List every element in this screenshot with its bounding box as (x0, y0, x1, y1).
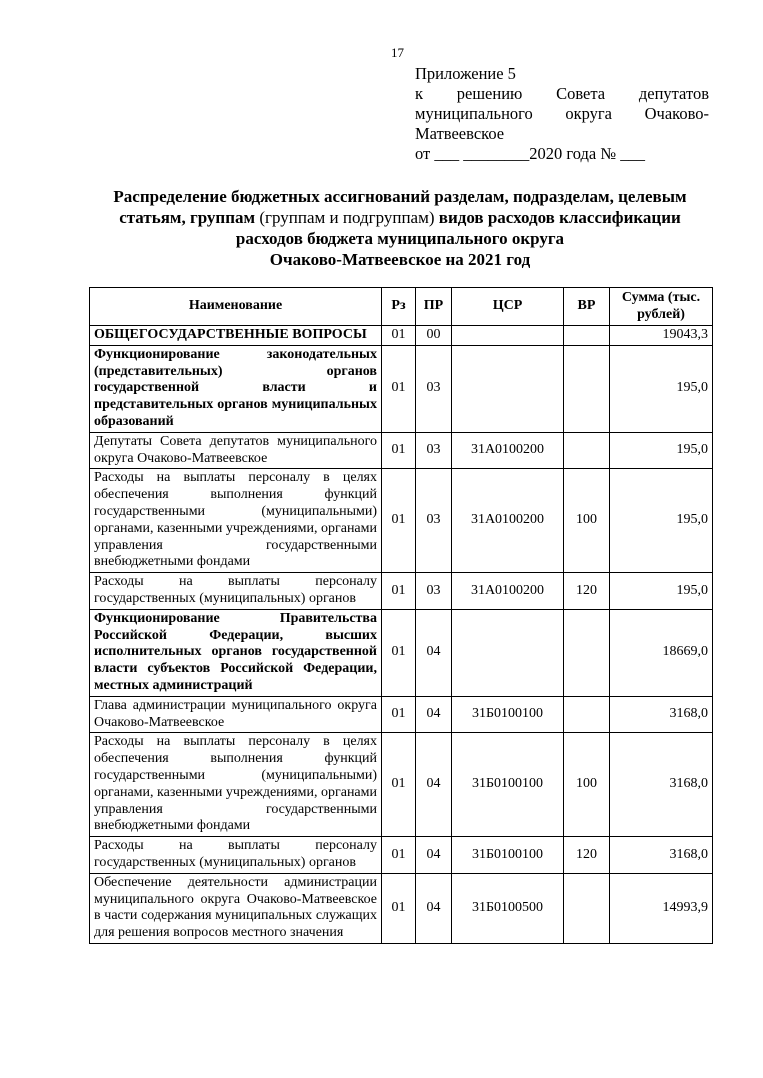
row-rz: 01 (382, 573, 416, 610)
row-vr (564, 432, 610, 469)
row-name: Расходы на выплаты персоналу в целях обеспечения выполнения функций государственными (муниципальными) органами, казенными учреждениями, органами управления государственными внебюджетными фондами (90, 469, 382, 573)
title-part-3: видов расходов классификации расходов бюджета муниципального округа (235, 208, 681, 248)
row-name: Депутаты Совета депутатов муниципального округа Очаково-Матвеевское (90, 432, 382, 469)
row-sum: 14993,9 (610, 873, 713, 943)
title-part-2: (группам и подгруппам) (259, 208, 435, 227)
row-sum: 3168,0 (610, 696, 713, 733)
budget-table (89, 287, 713, 944)
header-name: Наименование (90, 288, 382, 326)
row-rz: 01 (382, 873, 416, 943)
row-sum: 195,0 (610, 573, 713, 610)
row-pr: 03 (416, 573, 452, 610)
row-pr: 04 (416, 733, 452, 837)
row-pr: 03 (416, 469, 452, 573)
row-rz: 01 (382, 432, 416, 469)
row-csr: 31А0100200 (452, 469, 564, 573)
row-vr (564, 696, 610, 733)
row-rz: 01 (382, 345, 416, 432)
row-vr: 100 (564, 469, 610, 573)
row-rz: 01 (382, 733, 416, 837)
appendix-line-2: к решению Совета депутатов (415, 84, 709, 103)
table-row (90, 609, 713, 696)
row-name: Глава администрации муниципального округа Очаково-Матвеевское (90, 696, 382, 733)
appendix-line-4: Матвеевское (415, 124, 505, 143)
row-rz: 01 (382, 326, 416, 346)
row-pr: 04 (416, 609, 452, 696)
row-name: Расходы на выплаты персоналу в целях обеспечения выполнения функций государственными (муниципальными) органами, казенными учреждениями, органами управления государственными внебюджетными фондами (90, 733, 382, 837)
row-sum: 195,0 (610, 345, 713, 432)
row-pr: 03 (416, 432, 452, 469)
header-sum: Сумма (тыс. рублей) (610, 288, 713, 326)
row-name: Функционирование Правительства Российской Федерации, высших исполнительных органов государственной власти субъектов Российской Федерации, местных администраций (90, 609, 382, 696)
row-sum: 195,0 (610, 432, 713, 469)
appendix-line-1: Приложение 5 (415, 64, 516, 83)
title-part-4: Очаково-Матвеевское на 2021 год (269, 250, 531, 269)
table-row (90, 432, 713, 469)
table-header-row (90, 288, 713, 326)
row-vr: 120 (564, 573, 610, 610)
header-pr: ПР (416, 288, 452, 326)
row-sum: 19043,3 (610, 326, 713, 346)
row-pr: 04 (416, 873, 452, 943)
document-title (88, 186, 712, 270)
row-name: Функционирование законодательных (представительных) органов государственной власти и представительных органов муниципальных образований (90, 345, 382, 432)
row-csr (452, 345, 564, 432)
appendix-block (415, 64, 709, 164)
header-rz: Рз (382, 288, 416, 326)
row-pr: 04 (416, 837, 452, 874)
row-name: ОБЩЕГОСУДАРСТВЕННЫЕ ВОПРОСЫ (90, 326, 382, 346)
row-rz: 01 (382, 696, 416, 733)
table-row (90, 837, 713, 874)
row-csr: 31Б0100500 (452, 873, 564, 943)
header-vr: ВР (564, 288, 610, 326)
table-row (90, 326, 713, 346)
page-number: 17 (391, 45, 404, 60)
row-sum: 3168,0 (610, 733, 713, 837)
table-row (90, 873, 713, 943)
row-pr: 03 (416, 345, 452, 432)
row-sum: 3168,0 (610, 837, 713, 874)
table-row (90, 345, 713, 432)
row-vr (564, 609, 610, 696)
row-csr: 31А0100200 (452, 432, 564, 469)
title-part-1: Распределение бюджетных ассигнований разделам, подразделам, целевым статьям, группам (113, 187, 687, 227)
row-pr: 04 (416, 696, 452, 733)
appendix-line-3: муниципального округа Очаково- (415, 104, 709, 123)
row-rz: 01 (382, 837, 416, 874)
row-pr: 00 (416, 326, 452, 346)
row-csr: 31А0100200 (452, 573, 564, 610)
appendix-line-5: от ___ ________2020 года № ___ (415, 144, 645, 163)
table-row (90, 733, 713, 837)
row-rz: 01 (382, 469, 416, 573)
row-vr: 120 (564, 837, 610, 874)
table-row (90, 469, 713, 573)
table-row (90, 573, 713, 610)
row-vr (564, 345, 610, 432)
row-csr: 31Б0100100 (452, 837, 564, 874)
row-vr: 100 (564, 733, 610, 837)
row-name: Расходы на выплаты персоналу государственных (муниципальных) органов (90, 573, 382, 610)
row-vr (564, 873, 610, 943)
row-name: Обеспечение деятельности администрации муниципального округа Очаково-Матвеевское в части содержания муниципальных служащих для решения вопросов местного значения (90, 873, 382, 943)
row-name: Расходы на выплаты персоналу государственных (муниципальных) органов (90, 837, 382, 874)
row-csr (452, 326, 564, 346)
row-sum: 195,0 (610, 469, 713, 573)
row-sum: 18669,0 (610, 609, 713, 696)
row-csr: 31Б0100100 (452, 733, 564, 837)
header-csr: ЦСР (452, 288, 564, 326)
row-rz: 01 (382, 609, 416, 696)
row-vr (564, 326, 610, 346)
row-csr: 31Б0100100 (452, 696, 564, 733)
table-row (90, 696, 713, 733)
row-csr (452, 609, 564, 696)
